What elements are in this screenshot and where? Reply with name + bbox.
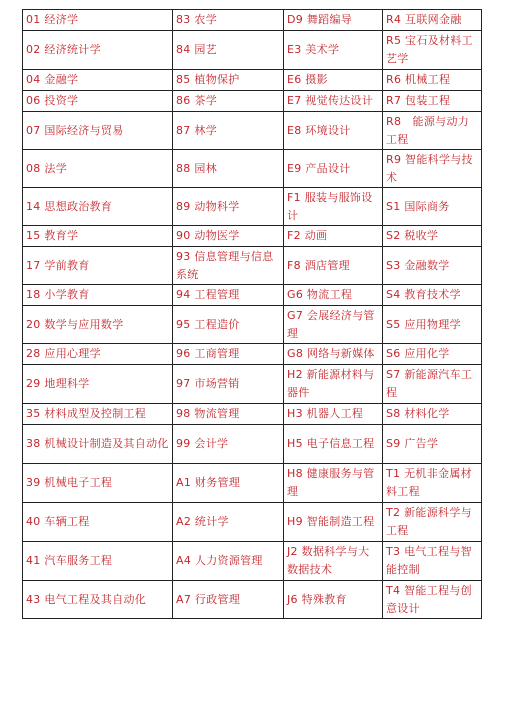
major-cell: 15 教育学 xyxy=(23,226,173,247)
major-cell: G8 网络与新媒体 xyxy=(284,344,383,365)
table-row xyxy=(23,10,482,31)
table-row xyxy=(23,70,482,91)
major-cell: J6 特殊教育 xyxy=(284,581,383,619)
major-cell: 90 动物医学 xyxy=(173,226,284,247)
major-cell: 43 电气工程及其自动化 xyxy=(23,581,173,619)
major-cell: E8 环境设计 xyxy=(284,112,383,150)
major-cell: R4 互联网金融 xyxy=(383,10,482,31)
table-row xyxy=(23,464,482,503)
major-table-container xyxy=(22,9,482,619)
major-cell: G6 物流工程 xyxy=(284,285,383,306)
major-cell: 97 市场营销 xyxy=(173,365,284,404)
major-cell: 95 工程造价 xyxy=(173,306,284,344)
major-cell: 07 国际经济与贸易 xyxy=(23,112,173,150)
major-cell: F2 动画 xyxy=(284,226,383,247)
major-cell: T2 新能源科学与工程 xyxy=(383,503,482,542)
major-cell: 96 工商管理 xyxy=(173,344,284,365)
major-cell: A4 人力资源管理 xyxy=(173,542,284,581)
major-cell: S6 应用化学 xyxy=(383,344,482,365)
table-row xyxy=(23,150,482,188)
major-cell: F1 服装与服饰设计 xyxy=(284,188,383,226)
major-cell: 28 应用心理学 xyxy=(23,344,173,365)
major-cell: 89 动物科学 xyxy=(173,188,284,226)
major-cell: A7 行政管理 xyxy=(173,581,284,619)
table-row xyxy=(23,306,482,344)
table-row xyxy=(23,404,482,425)
major-cell: S3 金融数学 xyxy=(383,247,482,285)
major-cell: R6 机械工程 xyxy=(383,70,482,91)
major-cell: 14 思想政治教育 xyxy=(23,188,173,226)
table-row xyxy=(23,226,482,247)
major-cell: 02 经济统计学 xyxy=(23,31,173,70)
table-row xyxy=(23,365,482,404)
major-cell: 93 信息管理与信息系统 xyxy=(173,247,284,285)
major-cell: 41 汽车服务工程 xyxy=(23,542,173,581)
table-row xyxy=(23,31,482,70)
table-row xyxy=(23,247,482,285)
major-cell: 08 法学 xyxy=(23,150,173,188)
major-cell: 06 投资学 xyxy=(23,91,173,112)
major-cell: 29 地理科学 xyxy=(23,365,173,404)
major-cell: G7 会展经济与管理 xyxy=(284,306,383,344)
major-cell: 39 机械电子工程 xyxy=(23,464,173,503)
major-cell: R5 宝石及材料工艺学 xyxy=(383,31,482,70)
table-row xyxy=(23,112,482,150)
major-cell: 83 农学 xyxy=(173,10,284,31)
major-cell: S8 材料化学 xyxy=(383,404,482,425)
table-row xyxy=(23,344,482,365)
major-cell: 85 植物保护 xyxy=(173,70,284,91)
major-cell: H8 健康服务与管理 xyxy=(284,464,383,503)
major-table-body xyxy=(23,10,482,619)
major-cell: S2 税收学 xyxy=(383,226,482,247)
table-row xyxy=(23,285,482,306)
major-cell: H2 新能源材料与器件 xyxy=(284,365,383,404)
table-row xyxy=(23,425,482,464)
table-row xyxy=(23,581,482,619)
major-cell: R9 智能科学与技术 xyxy=(383,150,482,188)
major-cell: 87 林学 xyxy=(173,112,284,150)
major-cell: 98 物流管理 xyxy=(173,404,284,425)
major-cell: 99 会计学 xyxy=(173,425,284,464)
major-cell: 40 车辆工程 xyxy=(23,503,173,542)
major-cell: E6 摄影 xyxy=(284,70,383,91)
major-cell: S9 广告学 xyxy=(383,425,482,464)
major-cell: R8 能源与动力工程 xyxy=(383,112,482,150)
major-cell: R7 包装工程 xyxy=(383,91,482,112)
major-cell: A2 统计学 xyxy=(173,503,284,542)
major-cell: H3 机器人工程 xyxy=(284,404,383,425)
major-cell: J2 数据科学与大数据技术 xyxy=(284,542,383,581)
major-cell: S1 国际商务 xyxy=(383,188,482,226)
major-cell: S4 教育技术学 xyxy=(383,285,482,306)
major-cell: E3 美术学 xyxy=(284,31,383,70)
major-cell: 94 工程管理 xyxy=(173,285,284,306)
major-cell: A1 财务管理 xyxy=(173,464,284,503)
major-cell: H9 智能制造工程 xyxy=(284,503,383,542)
major-cell: 17 学前教育 xyxy=(23,247,173,285)
major-cell: E9 产品设计 xyxy=(284,150,383,188)
major-cell: H5 电子信息工程 xyxy=(284,425,383,464)
major-cell: D9 舞蹈编导 xyxy=(284,10,383,31)
table-row xyxy=(23,542,482,581)
major-cell: 18 小学教育 xyxy=(23,285,173,306)
major-code-table xyxy=(22,9,482,619)
table-row xyxy=(23,91,482,112)
major-cell: 20 数学与应用数学 xyxy=(23,306,173,344)
major-cell: S7 新能源汽车工程 xyxy=(383,365,482,404)
major-cell: 86 茶学 xyxy=(173,91,284,112)
table-row xyxy=(23,188,482,226)
table-row xyxy=(23,503,482,542)
major-cell: 38 机械设计制造及其自动化 xyxy=(23,425,173,464)
major-cell: 04 金融学 xyxy=(23,70,173,91)
major-cell: T4 智能工程与创意设计 xyxy=(383,581,482,619)
major-cell: S5 应用物理学 xyxy=(383,306,482,344)
major-cell: 01 经济学 xyxy=(23,10,173,31)
major-cell: F8 酒店管理 xyxy=(284,247,383,285)
major-cell: 84 园艺 xyxy=(173,31,284,70)
major-cell: 88 园林 xyxy=(173,150,284,188)
major-cell: T3 电气工程与智能控制 xyxy=(383,542,482,581)
major-cell: T1 无机非金属材料工程 xyxy=(383,464,482,503)
major-cell: 35 材料成型及控制工程 xyxy=(23,404,173,425)
major-cell: E7 视觉传达设计 xyxy=(284,91,383,112)
